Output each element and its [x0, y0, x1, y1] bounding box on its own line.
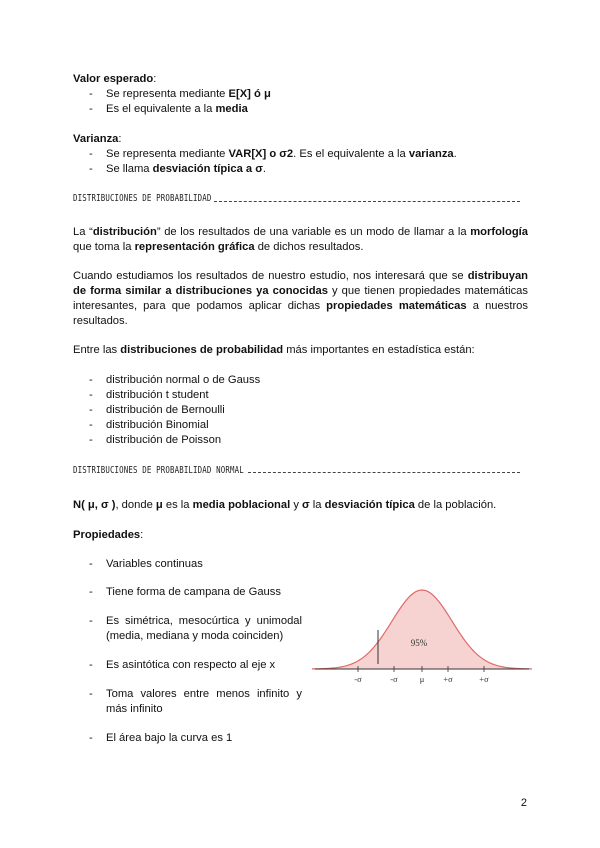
list-item: Tiene forma de campana de Gauss	[106, 586, 281, 598]
list-dash: -	[89, 434, 93, 446]
list-item: distribución de Bernoulli	[106, 404, 225, 416]
list-item: Se representa mediante E[X] ó μ	[106, 88, 271, 100]
propiedades-heading: Propiedades:	[73, 529, 144, 541]
list-item-continuation: (media, mediana y moda coinciden)	[106, 630, 284, 642]
list-dash: -	[89, 659, 93, 671]
list-item: Es el equivalente a la media	[106, 103, 248, 115]
list-dash: -	[89, 615, 93, 627]
tick-label: μ	[419, 674, 425, 684]
list-item: Se llama desviación típica a σ.	[106, 163, 266, 175]
list-dash: -	[89, 163, 93, 175]
list-dash: -	[89, 148, 93, 160]
list-item: Es simétrica, mesocúrtica y unimodal	[106, 615, 302, 627]
section-divider	[248, 472, 520, 473]
tick-label: -σ	[390, 674, 398, 684]
valor-esperado-heading: Valor esperado:	[73, 73, 157, 85]
list-item: Es asintótica con respecto al eje x	[106, 659, 276, 671]
shaded-area-label: 95%	[410, 638, 428, 648]
list-dash: -	[89, 558, 93, 570]
list-dash: -	[89, 732, 93, 744]
list-dash: -	[89, 586, 93, 598]
tick-label: +σ	[479, 674, 489, 684]
list-dash: -	[89, 88, 93, 100]
list-item-continuation: más infinito	[106, 703, 163, 715]
page-number: 2	[520, 797, 527, 809]
list-item: distribución Binomial	[106, 419, 209, 431]
list-item: El área bajo la curva es 1	[106, 732, 233, 744]
list-item: distribución t student	[106, 389, 209, 401]
varianza-heading: Varianza:	[73, 133, 122, 145]
normal-curve-chart	[312, 578, 532, 688]
list-item: Toma valores entre menos infinito y	[106, 688, 302, 700]
list-dash: -	[89, 419, 93, 431]
section-title-normal: DISTRIBUCIONES DE PROBABILIDAD NORMAL	[73, 465, 244, 476]
list-item: Variables continuas	[106, 558, 203, 570]
normal-notation: N( μ, σ ), donde μ es la media poblacional y σ la desviación típica de la población.	[73, 499, 497, 511]
list-item: Se representa mediante VAR[X] o σ2. Es el equivalente a la varianza.	[106, 148, 457, 160]
list-dash: -	[89, 103, 93, 115]
list-dash: -	[89, 404, 93, 416]
tick-label: +σ	[443, 674, 453, 684]
paragraph-estudio: Cuando estudiamos los resultados de nuestro estudio, nos interesará que se distribuyan de forma similar a distribuciones ya conocidas y que tienen propiedades matemáticas interesantes, para que podamos aplicar dichas propiedades matemáticas a nuestros resultados.	[73, 270, 528, 327]
tick-label: -σ	[354, 674, 362, 684]
section-title-distribuciones: DISTRIBUCIONES DE PROBABILIDAD	[73, 193, 212, 204]
list-dash: -	[89, 688, 93, 700]
list-item: distribución de Poisson	[106, 434, 222, 446]
paragraph-distribucion: La “distribución” de los resultados de una variable es un modo de llamar a la morfología que toma la representación gráfica de dichos resultados.	[73, 226, 529, 253]
list-item: distribución normal o de Gauss	[106, 374, 261, 386]
list-dash: -	[89, 374, 93, 386]
section-divider	[214, 201, 520, 202]
paragraph-entre: Entre las distribuciones de probabilidad más importantes en estadística están:	[73, 344, 475, 356]
list-dash: -	[89, 389, 93, 401]
curve-shaded-area	[312, 590, 532, 669]
